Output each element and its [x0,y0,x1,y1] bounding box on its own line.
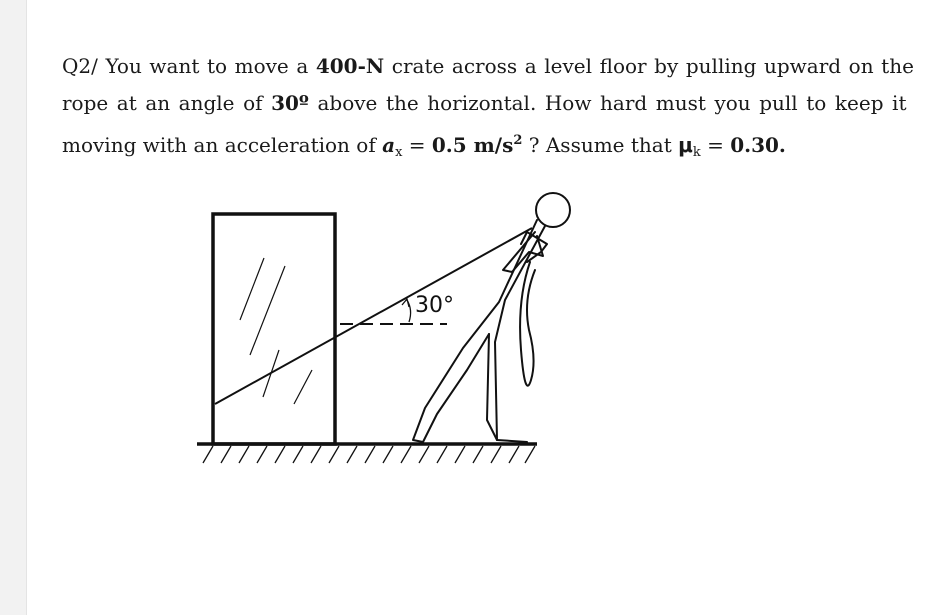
word: level [544,54,593,78]
word: a [524,54,537,78]
word: to [206,54,228,78]
word: Q2/ [62,54,98,78]
word: across [451,54,518,78]
accel-value: 0.5 m/s [431,133,514,157]
crate-weight: 400-N [315,54,385,78]
word: crate [391,54,445,78]
accel-equals: = [402,133,432,157]
person-head [536,193,570,227]
line2-text-b: above the horizontal. How hard must you pull to keep it [308,91,907,115]
word: You [105,54,142,78]
word: upward [764,54,842,78]
floor [197,444,537,463]
accel-subscript: x [395,145,403,160]
rope [215,228,532,404]
accel-symbol: a [382,133,396,157]
word: pulling [685,54,757,78]
document-page [26,0,951,615]
mu-value: 0.30. [730,133,786,157]
crate [213,214,335,444]
word: by [654,54,679,78]
mu-symbol: μ [678,133,693,157]
word: the [881,54,914,78]
word: want [149,54,200,78]
rope-tail [520,262,535,386]
word: on [848,54,874,78]
line3-text-a: moving with an acceleration of [62,133,383,157]
word: move [234,54,289,78]
mu-equals: = [700,133,731,157]
line3-text-b: ? Assume that [522,133,679,157]
word: a [296,54,309,78]
accel-superscript: 2 [513,133,523,148]
crate-pull-figure [27,0,951,615]
word: floor [599,54,647,78]
angle-label: 30° [415,293,454,318]
angle-value: 30º [271,91,309,115]
line2-text-a: rope at an angle of [62,91,272,115]
mu-subscript: k [692,145,701,160]
angle-arc [402,299,411,322]
